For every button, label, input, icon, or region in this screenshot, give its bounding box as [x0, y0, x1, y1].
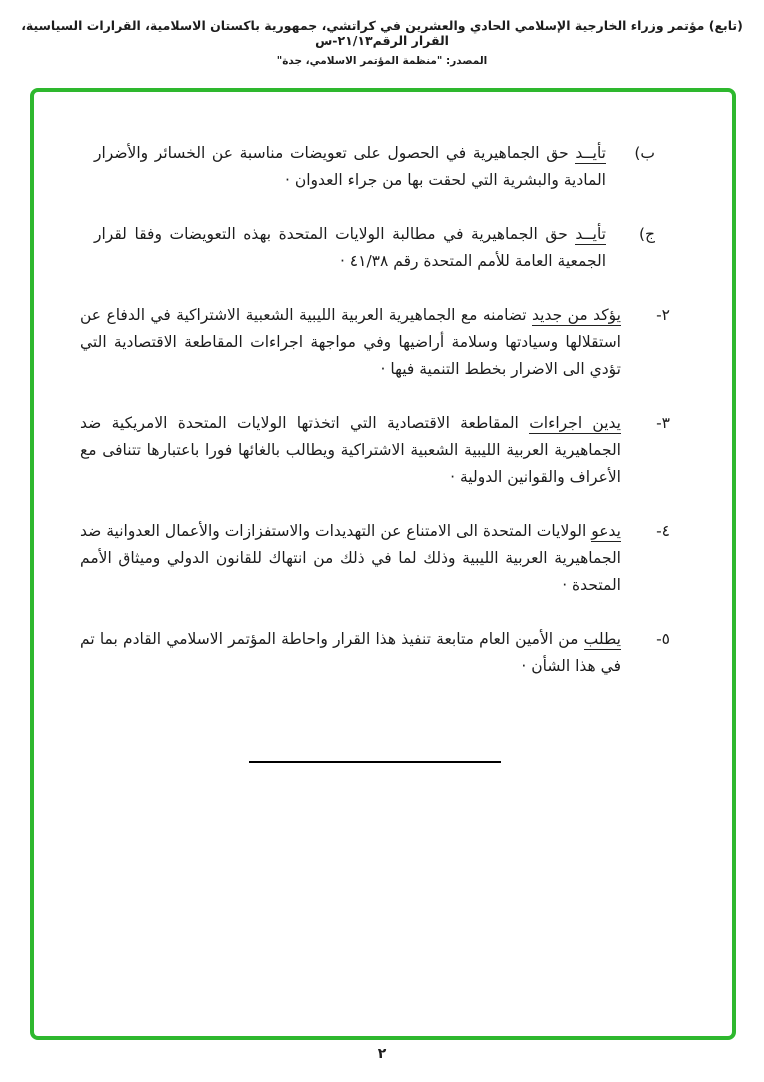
item-lead: تأيــد [575, 144, 606, 162]
document-header [0, 0, 764, 67]
resolution-item-3 [80, 410, 670, 491]
item-text [80, 518, 621, 599]
resolution-item-5 [80, 626, 670, 680]
item-body: الولايات المتحدة الى الامتناع عن التهديدات والاستفزازات والأعمال العدوانية ضد الجماهيرية العربية الليبية وذلك لما في ذلك من انتهاك للقانون الدولي وميثاق الأمم المتحدة · [80, 521, 621, 594]
item-body: من الأمين العام متابعة تنفيذ هذا القرار واحاطة المؤتمر الاسلامي القادم بما تم في هذا الشأن · [80, 629, 621, 675]
item-lead: يطلب [583, 629, 621, 648]
item-marker: ٤- [656, 521, 670, 540]
scanned-document-frame [30, 88, 736, 1040]
item-body: حق الجماهيرية في مطالبة الولايات المتحدة بهذه التعويضات وفقا لقرار الجمعية العامة للأمم المتحدة رقم ٤١/٣٨ · [94, 224, 606, 270]
item-lead: يؤكد من جديد [532, 305, 621, 324]
item-text [94, 221, 606, 275]
item-body: حق الجماهيرية في الحصول على تعويضات مناسبة عن الخسائر والأضرار المادية والبشرية التي لحقت بها من جراء العدوان · [94, 144, 606, 189]
sub-item-b [94, 140, 655, 194]
page-number: ٢ [377, 1046, 387, 1062]
item-lead: يدين اجراءات [529, 413, 621, 432]
item-marker: ٢- [656, 305, 670, 324]
item-body: تضامنه مع الجماهيرية العربية الليبية الشعبية الاشتراكية في الدفاع عن استقلالها وسيادتها وسلامة أراضيها وفي مواجهة اجراءات المقاطعة الاقتصادية التي تؤدي الى الاضرار بخطط التنمية فيها · [80, 305, 621, 378]
document-title: (تابع) مؤتمر وزراء الخارجية الإسلامي الحادي والعشرين في كراتشي، جمهورية باكستان الاسلامية، القرارات السياسية، القرار الرقم٢١/١٣-س [21, 18, 743, 48]
item-body: المقاطعة الاقتصادية التي اتخذتها الولايات المتحدة الامريكية ضد الجماهيرية العربية الليبية الشعبية الاشتراكية ويطالب بالغائها فورا باعتبارها تتنافى مع الأعراف والقوانين الدولية · [80, 413, 621, 486]
item-text [94, 140, 606, 194]
item-text [80, 626, 621, 680]
item-text [80, 410, 621, 491]
resolution-body [34, 92, 732, 763]
sub-item-j [94, 221, 655, 275]
end-divider [249, 761, 501, 763]
resolution-item-2 [80, 302, 670, 383]
item-text [80, 302, 621, 383]
item-marker: ب) [634, 144, 655, 162]
item-lead: يدعو [591, 521, 621, 540]
source-line: المصدر: "منظمة المؤتمر الاسلامي، جدة" [276, 55, 488, 67]
item-lead: تأيــد [575, 224, 606, 243]
item-marker: ج) [638, 224, 655, 243]
item-marker: ٥- [656, 629, 670, 648]
resolution-item-4 [80, 518, 670, 599]
item-marker: ٣- [656, 413, 670, 432]
